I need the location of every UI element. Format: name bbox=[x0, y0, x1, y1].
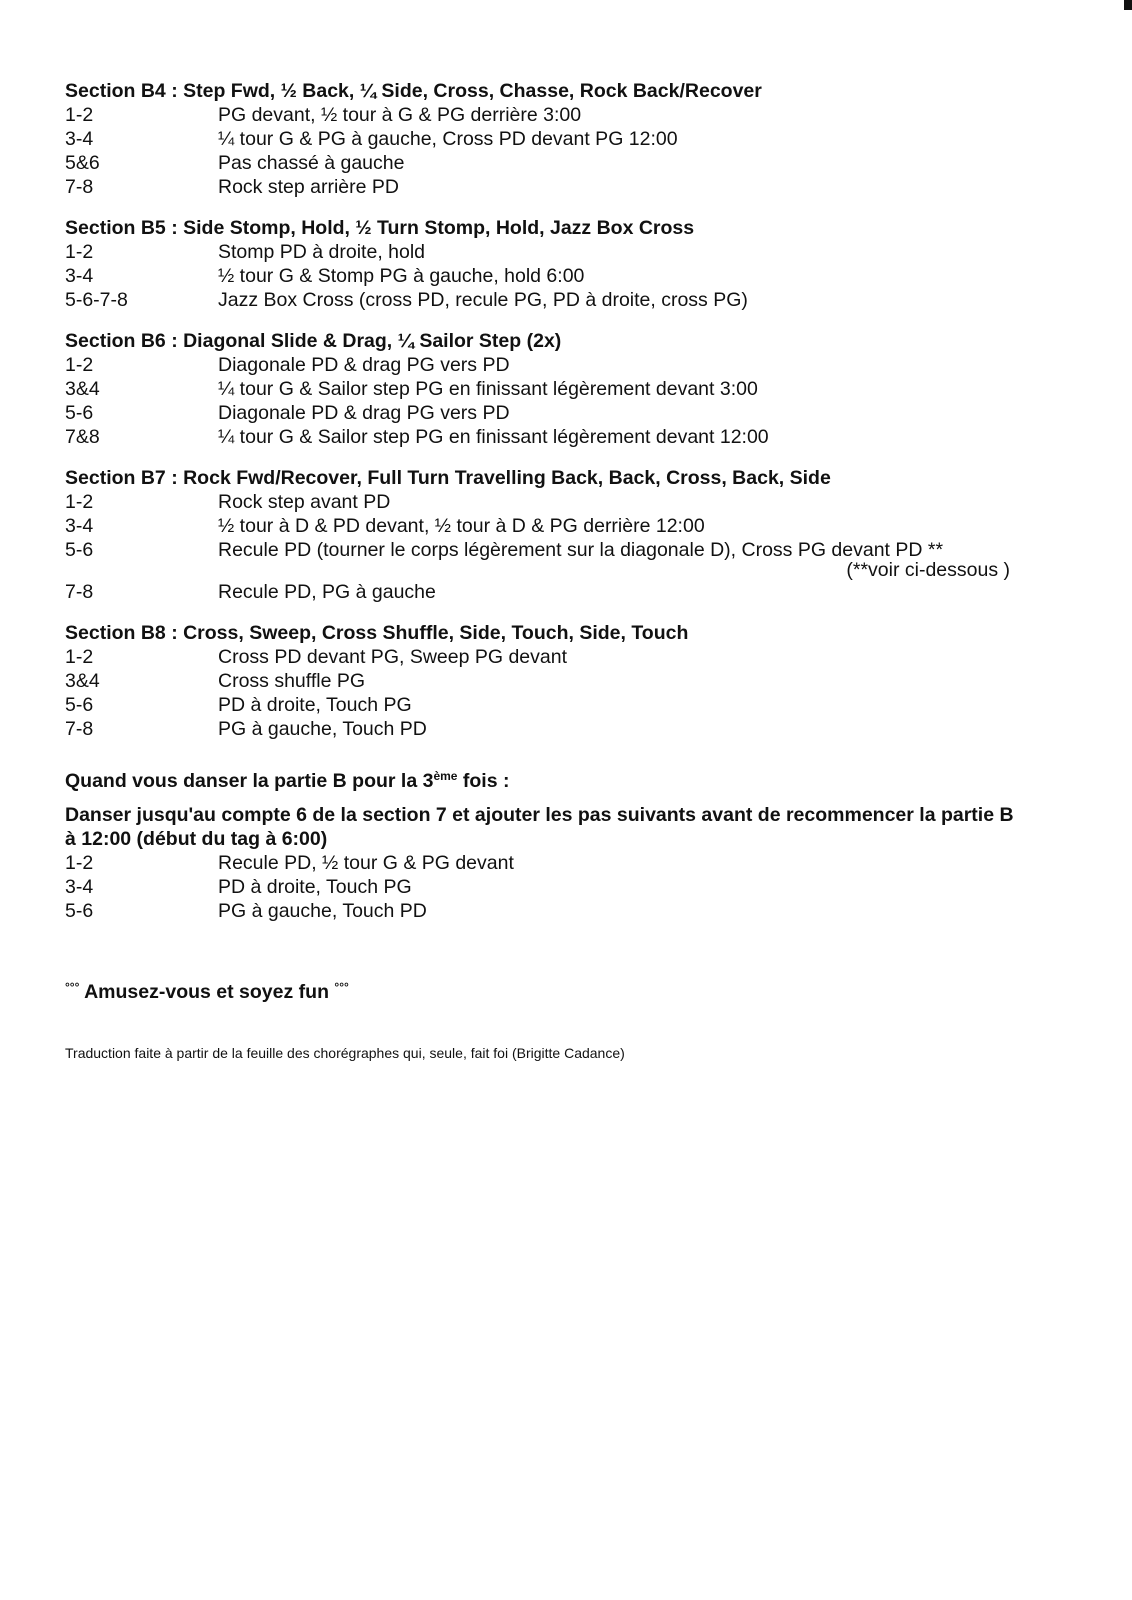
step-count: 5-6 bbox=[65, 402, 94, 424]
step-description: Jazz Box Cross (cross PD, recule PG, PD à droite, cross PG) bbox=[218, 289, 748, 311]
section-block bbox=[65, 466, 1065, 604]
step-count: 5&6 bbox=[65, 152, 100, 174]
step-row bbox=[65, 645, 1065, 669]
section-title: Section B6 : Diagonal Slide & Drag, ¼ Sailor Step (2x) bbox=[65, 330, 562, 352]
step-row bbox=[65, 490, 1065, 514]
step-description: ¼ tour G & Sailor step PG en finissant légèrement devant 3:00 bbox=[218, 378, 758, 400]
step-description: Pas chassé à gauche bbox=[218, 152, 405, 174]
step-description: Stomp PD à droite, hold bbox=[218, 241, 426, 263]
closing-text: Amusez-vous et soyez fun bbox=[79, 981, 335, 1003]
step-row bbox=[65, 353, 1065, 377]
step-description: PG devant, ½ tour à G & PG derrière 3:00 bbox=[218, 104, 582, 126]
step-row bbox=[65, 693, 1065, 717]
step-description: Cross PD devant PG, Sweep PG devant bbox=[218, 646, 568, 668]
step-count: 1-2 bbox=[65, 491, 94, 513]
step-description: PG à gauche, Touch PD bbox=[218, 718, 427, 740]
step-description: PG à gauche, Touch PD bbox=[218, 900, 427, 922]
tag-heading-suffix: fois : bbox=[457, 770, 510, 792]
step-row bbox=[65, 103, 1065, 127]
section-title: Section B7 : Rock Fwd/Recover, Full Turn Travelling Back, Back, Cross, Back, Side bbox=[65, 467, 831, 489]
tag-intro: Danser jusqu'au compte 6 de la section 7 et ajouter les pas suivants avant de recommencer la partie B à 12:00 (début du tag à 6:00) bbox=[65, 804, 1014, 850]
step-description: Rock step avant PD bbox=[218, 491, 391, 513]
section-title: Section B4 : Step Fwd, ½ Back, ¼ Side, Cross, Chasse, Rock Back/Recover bbox=[65, 80, 762, 102]
step-count: 1-2 bbox=[65, 852, 94, 874]
step-count: 5-6 bbox=[65, 694, 94, 716]
tag-block bbox=[65, 769, 1065, 923]
translation-footnote: Traduction faite à partir de la feuille des chorégraphes qui, seule, fait foi (Brigitte Cadance) bbox=[65, 1045, 625, 1061]
step-count: 1-2 bbox=[65, 354, 94, 376]
closing-degree-right: °°° bbox=[334, 980, 349, 994]
step-count: 3-4 bbox=[65, 515, 94, 537]
step-count: 7&8 bbox=[65, 426, 100, 448]
step-row bbox=[65, 264, 1065, 288]
step-description: Recule PD (tourner le corps légèrement sur la diagonale D), Cross PG devant PD ** bbox=[218, 539, 944, 561]
scan-edge-mark bbox=[1124, 0, 1132, 10]
step-row bbox=[65, 514, 1065, 538]
step-count: 3-4 bbox=[65, 876, 94, 898]
step-count: 7-8 bbox=[65, 581, 94, 603]
tag-steps bbox=[65, 851, 1065, 923]
step-row bbox=[65, 899, 1065, 923]
step-row bbox=[65, 401, 1065, 425]
step-description: ¼ tour G & Sailor step PG en finissant légèrement devant 12:00 bbox=[218, 426, 769, 448]
step-row bbox=[65, 580, 1065, 604]
step-count: 3-4 bbox=[65, 265, 94, 287]
step-count: 3&4 bbox=[65, 378, 100, 400]
section-block bbox=[65, 79, 1065, 199]
step-count: 7-8 bbox=[65, 718, 94, 740]
step-row bbox=[65, 151, 1065, 175]
step-row bbox=[65, 717, 1065, 741]
step-row bbox=[65, 127, 1065, 151]
step-count: 1-2 bbox=[65, 104, 94, 126]
section-title: Section B8 : Cross, Sweep, Cross Shuffle, Side, Touch, Side, Touch bbox=[65, 622, 689, 644]
step-count: 3&4 bbox=[65, 670, 100, 692]
step-count: 7-8 bbox=[65, 176, 94, 198]
step-count: 5-6-7-8 bbox=[65, 289, 128, 311]
document-page bbox=[65, 79, 1065, 1062]
section-block bbox=[65, 621, 1065, 741]
step-description: PD à droite, Touch PG bbox=[218, 694, 412, 716]
step-description: Diagonale PD & drag PG vers PD bbox=[218, 402, 510, 424]
section-block bbox=[65, 329, 1065, 449]
step-count: 3-4 bbox=[65, 128, 94, 150]
tag-heading-superscript: ème bbox=[433, 769, 458, 783]
step-description: ¼ tour G & PG à gauche, Cross PD devant PG 12:00 bbox=[218, 128, 678, 150]
step-description: ½ tour à D & PD devant, ½ tour à D & PG derrière 12:00 bbox=[218, 515, 705, 537]
tag-heading-text: Quand vous danser la partie B pour la 3 bbox=[65, 770, 434, 792]
section-title: Section B5 : Side Stomp, Hold, ½ Turn Stomp, Hold, Jazz Box Cross bbox=[65, 217, 695, 239]
step-description: Cross shuffle PG bbox=[218, 670, 366, 692]
section-block bbox=[65, 216, 1065, 312]
step-row bbox=[65, 425, 1065, 449]
closing-degree-left: °°° bbox=[65, 980, 80, 994]
step-count: 1-2 bbox=[65, 241, 94, 263]
step-count: 5-6 bbox=[65, 900, 94, 922]
step-row bbox=[65, 240, 1065, 264]
step-row bbox=[65, 851, 1065, 875]
step-row bbox=[65, 669, 1065, 693]
step-row bbox=[65, 377, 1065, 401]
step-description: Rock step arrière PD bbox=[218, 176, 399, 198]
step-description: ½ tour G & Stomp PG à gauche, hold 6:00 bbox=[218, 265, 585, 287]
tag-heading bbox=[65, 769, 1065, 793]
step-row bbox=[65, 875, 1065, 899]
step-description: PD à droite, Touch PG bbox=[218, 876, 412, 898]
closing-line bbox=[65, 975, 1065, 1004]
step-row bbox=[65, 175, 1065, 199]
step-note: (**voir ci-dessous ) bbox=[846, 559, 1010, 581]
sections-container bbox=[65, 79, 1065, 741]
step-description: Recule PD, PG à gauche bbox=[218, 581, 436, 603]
step-description: Recule PD, ½ tour G & PG devant bbox=[218, 852, 514, 874]
step-count: 5-6 bbox=[65, 539, 94, 561]
step-row bbox=[65, 288, 1065, 312]
step-description: Diagonale PD & drag PG vers PD bbox=[218, 354, 510, 376]
step-count: 1-2 bbox=[65, 646, 94, 668]
